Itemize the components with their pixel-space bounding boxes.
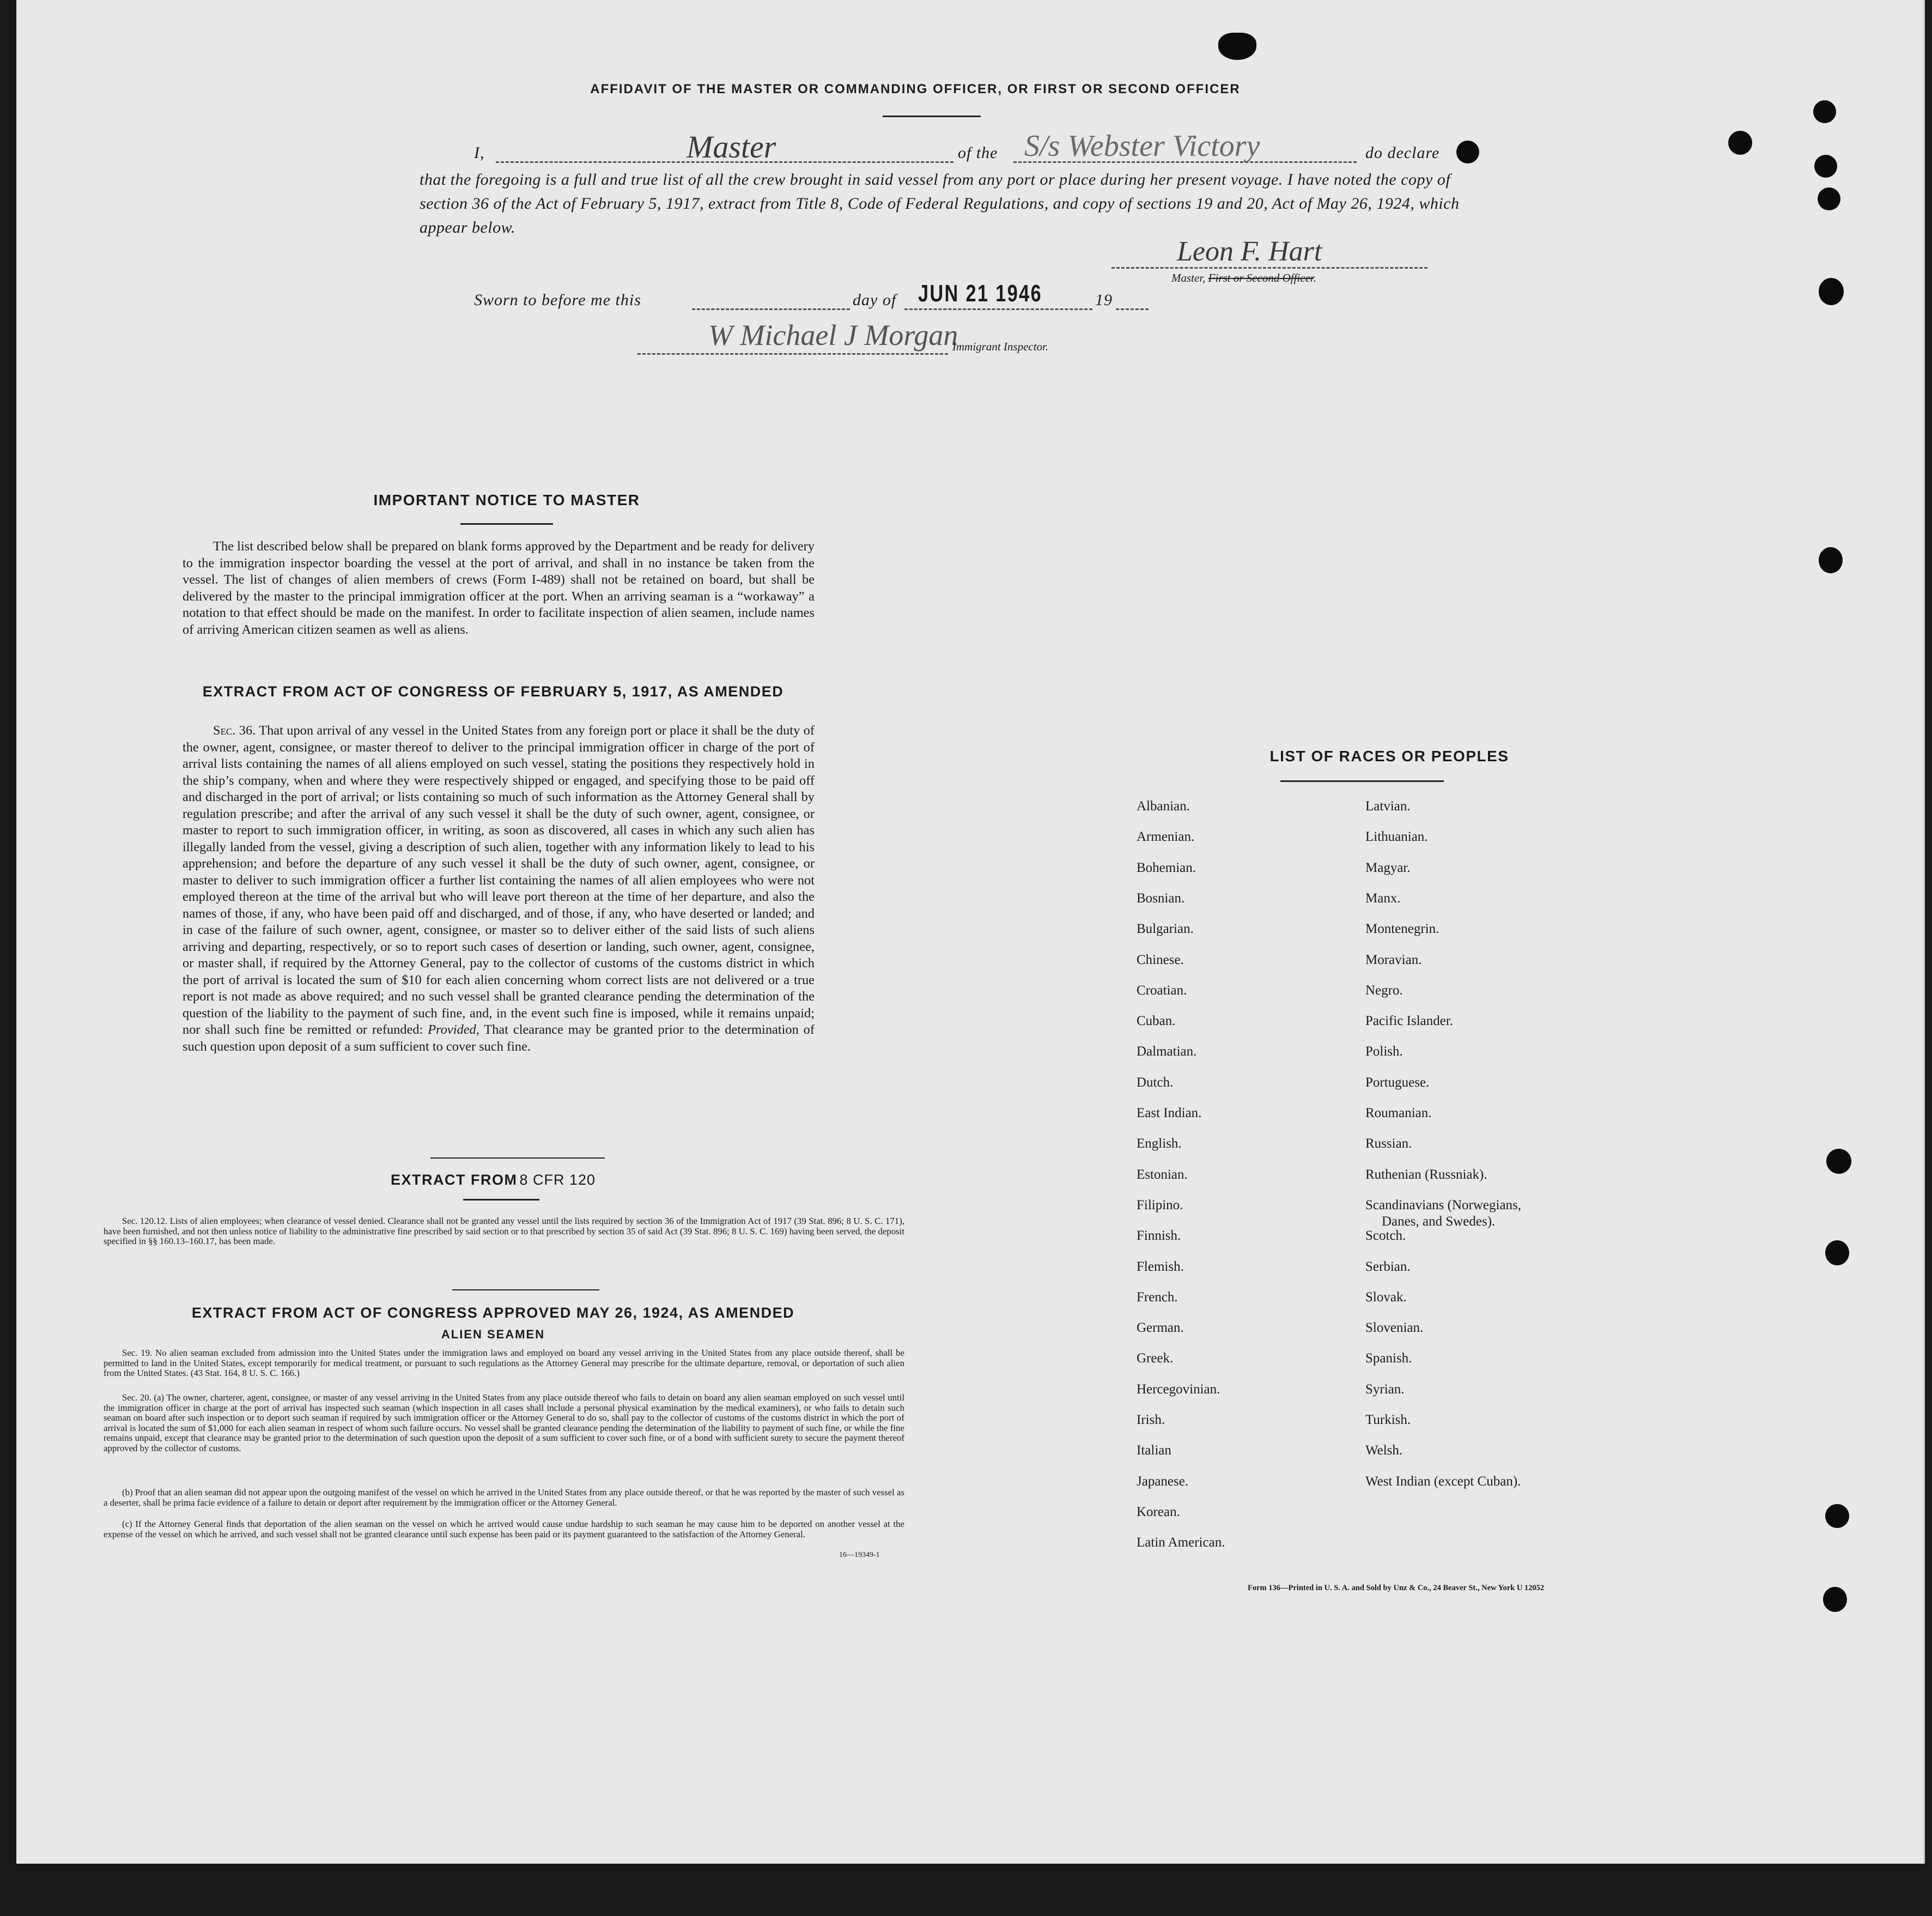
race-item: Irish.: [1137, 1412, 1165, 1427]
extract-1924-sec20c: (c) If the Attorney General finds that deportation of the alien seaman on the vessel on which he arrived would cause undue hardship to such seaman he may cause him to be deported on another vessel at the expense of the vessel on which he arrived, and such vessel shall not be granted clearance until such expense has been paid or its payment guaranteed to the satisfaction of the Attorney General.: [104, 1519, 904, 1539]
bleed-through: [561, 360, 812, 501]
punch-hole: [1819, 547, 1843, 573]
extract-1917-body: Sec. 36. That upon arrival of any vessel in the United States from any foreign port or place it shall be the duty of the owner, agent, consignee, or master thereof to deliver to the principal immigration officer in charge of the port of arrival lists containing the names of all aliens employed on such vessel, stating the positions they respectively hold in the ship’s company, when and where they were respectively shipped or engaged, and specifying those to be paid off and discharged in the port of arrival; or lists containing so much of such information as the Attorney General shall by regulation prescribe; and after the arrival of any such vessel it shall be the duty of such owner, agent, consignee, or master to report to such immigration officer, in writing, as soon as discovered, all cases in which any such alien has illegally landed from the vessel, giving a description of such alien, together with any information likely to lead to his apprehension; and before the departure of any such vessel it shall be the duty of such owner, agent, consignee, or master to deliver to such immigration officer a further list containing the names of all alien employees who were not employed thereon at the time of the arrival but who will leave port thereon at the time of her departure, and also the names of those, if any, who have been paid off and discharged, and of those, if any, who have deserted or landed; and in case of the failure of such owner, agent, consignee, or master so to deliver either of the said lists of such aliens arriving and departing, respectively, or so to report such cases of desertion or landing, such owner, agent, consignee, or master shall, if required by the Attorney General, pay to the collector of customs of the customs district in which the port of arrival is located the sum of $10 for each alien concerning whom correct lists are not delivered or a true report is not made as above required; and no such vessel shall be granted clearance pending the determination of the question of the liability to the payment of such fine, and, in the event such fine is imposed, while it remains unpaid; nor shall such fine be remitted or refunded: Provided, That clearance may be granted prior to the determination of such question upon deposit of a sum sufficient to cover such fine.: [183, 723, 815, 1054]
race-item: Estonian.: [1137, 1167, 1188, 1182]
race-item: Chinese.: [1137, 952, 1184, 967]
affidavit-do-declare: do declare: [1365, 144, 1440, 162]
race-item: Slovenian.: [1365, 1320, 1424, 1336]
punch-hole: [1825, 1504, 1849, 1528]
race-item: Hercegovinian.: [1137, 1381, 1220, 1397]
punch-hole: [1813, 100, 1836, 123]
form-code: 16—19349-1: [839, 1551, 880, 1559]
race-item: Cuban.: [1137, 1014, 1176, 1029]
race-item: East Indian.: [1137, 1106, 1202, 1120]
race-item: Greek.: [1137, 1351, 1174, 1366]
race-item: Negro.: [1365, 983, 1403, 998]
race-item: Scotch.: [1365, 1228, 1406, 1244]
extract-1924-sec20b: (b) Proof that an alien seaman did not appear upon the outgoing manifest of the vessel on which he arrived in the United States from any place outside thereof, or that he was reported by the master of such vessel as a deserter, shall be prima facie evidence of a failure to detain or deport after requirement by the immigration officer or the Attorney General.: [104, 1487, 904, 1508]
race-item: Ruthenian (Russniak).: [1365, 1167, 1487, 1182]
inspector-caption: Immigrant Inspector.: [952, 340, 1049, 353]
race-item: Latin American.: [1137, 1535, 1225, 1550]
struck-officer-text: First or Second Officer: [1208, 271, 1314, 284]
inspector-signature: W Michael J Morgan: [708, 319, 958, 351]
title-divider: [883, 116, 981, 117]
races-title: LIST OF RACES OR PEOPLES: [1269, 748, 1509, 765]
form-page: [16, 0, 1925, 1864]
race-item: Spanish.: [1365, 1351, 1412, 1366]
race-item: Bohemian.: [1137, 860, 1196, 875]
race-item: Moravian.: [1365, 952, 1422, 967]
race-item: Finnish.: [1137, 1228, 1181, 1244]
race-item: Turkish.: [1365, 1412, 1411, 1427]
punch-hole: [1826, 1149, 1851, 1174]
race-item: Armenian.: [1137, 829, 1195, 845]
race-item: Dutch.: [1137, 1075, 1174, 1090]
race-item: Russian.: [1365, 1136, 1412, 1151]
punch-hole: [1823, 1587, 1847, 1612]
torn-edge: [1218, 33, 1256, 60]
extract-1917-title: EXTRACT FROM ACT OF CONGRESS OF FEBRUARY 5, 1917, AS AMENDED: [202, 683, 784, 700]
race-item: Italian: [1137, 1443, 1171, 1458]
sworn-day-of: day of: [853, 291, 897, 309]
race-item: Manx.: [1365, 890, 1401, 906]
race-item: Portuguese.: [1365, 1075, 1430, 1090]
affidavit-of-the: of the: [958, 144, 998, 162]
extract-1924-sec20a: Sec. 20. (a) The owner, charterer, agent, consignee, or master of any vessel arriving in the United States from any place outside thereof who fails to detain on board any alien seaman employed on such vessel until the immigration officer in charge at the port of arrival has inspected such seaman (which inspection in all cases shall include a personal physical examination by the medical examiners), or who fails to detain such seaman on board after such inspection or to deport such seaman if required by such immigration officer or the Attorney General to do so, shall pay to the collector of customs of the customs district in which the port of arrival is located the sum of $1,000 for each alien seaman in respect of whom such failure occurs. No vessel shall be granted clearance pending the determination of the liability to payment of such fine, or while the fine remains unpaid, except that clearance may be granted prior to the determination of such question upon the deposit of a sum sufficient to cover such fine, or of a bond with sufficient surety to secure the payment thereof approved by the collector of customs.: [104, 1392, 904, 1453]
master-caption: Master, First or Second Officer.: [1171, 271, 1316, 284]
sworn-year: 19: [1095, 291, 1113, 309]
race-item: Latvian.: [1365, 799, 1411, 814]
race-item: Bulgarian.: [1137, 921, 1194, 937]
affidavit-body: that the foregoing is a full and true list of all the crew brought in said vessel from any port or place during her present voyage. I have noted the copy of section 36 of the Act of February 5, 1917, extract from Title 8, Code of Federal Regulations, and copy of sections 19 and 20, Act of May 26, 1924, which appear below.: [420, 171, 1460, 237]
punch-hole: [1819, 278, 1844, 305]
race-item: Welsh.: [1365, 1443, 1403, 1458]
form-footer: Form 136—Printed in U. S. A. and Sold by Unz & Co., 24 Beaver St., New York U 12052: [1248, 1584, 1545, 1592]
notice-title: IMPORTANT NOTICE TO MASTER: [373, 492, 640, 508]
race-item: Montenegrin.: [1365, 921, 1439, 937]
punch-hole: [1814, 155, 1837, 178]
race-item: Croatian.: [1137, 983, 1187, 998]
race-item: Filipino.: [1137, 1197, 1183, 1212]
race-item: Albanian.: [1137, 799, 1190, 814]
notice-body: The list described below shall be prepared on blank forms approved by the Department and be ready for delivery to the immigration inspector boarding the vessel at the port of arrival, and shall in no instance be taken from the vessel. The list of changes of alien members of crews (Form I-489) shall not be retained on board, but shall be delivered by the master to the principal immigration officer at the port. When an arriving seaman is a “workaway” a notation to that effect should be made on the manifest. In order to facilitate inspection of alien seamen, include names of arriving American citizen seamen as well as aliens.: [183, 539, 815, 637]
master-name-handwritten: Master: [686, 129, 776, 165]
punch-hole: [1825, 1240, 1849, 1265]
race-item: Lithuanian.: [1365, 829, 1428, 845]
race-item: Roumanian.: [1365, 1106, 1432, 1120]
master-signature: Leon F. Hart: [1177, 236, 1322, 267]
race-item: Japanese.: [1137, 1474, 1189, 1489]
race-item: Serbian.: [1365, 1259, 1411, 1274]
race-item: Korean.: [1137, 1504, 1180, 1519]
race-item: Pacific Islander.: [1365, 1014, 1454, 1029]
race-item: Magyar.: [1365, 860, 1411, 875]
race-item: Polish.: [1365, 1044, 1403, 1059]
vessel-name-handwritten: S/s Webster Victory: [1024, 129, 1260, 163]
punch-hole: [1456, 141, 1479, 163]
race-item: Slovak.: [1365, 1289, 1407, 1305]
punch-hole: [1728, 131, 1752, 155]
sworn-label: Sworn to before me this: [474, 291, 641, 309]
race-item: Bosnian.: [1137, 890, 1185, 906]
affidavit-title: AFFIDAVIT OF THE MASTER OR COMMANDING OFFICER, OR FIRST OR SECOND OFFICER: [590, 82, 1241, 96]
race-item: Dalmatian.: [1137, 1044, 1197, 1059]
race-item: West Indian (except Cuban).: [1365, 1474, 1521, 1489]
affidavit-i: I,: [474, 144, 485, 162]
race-item: Flemish.: [1137, 1259, 1184, 1274]
date-stamp: JUN 21 1946: [918, 280, 1042, 307]
race-item: German.: [1137, 1320, 1184, 1336]
race-item: Syrian.: [1365, 1381, 1405, 1397]
extract-1924-sec19: Sec. 19. No alien seaman excluded from admission into the United States under the immigration laws and employed on board any vessel arriving in the United States from any place outside thereof, shall be permitted to land in the United States, except temporarily for medical treatment, or pursuant to such regulations as the Attorney General may prescribe for the ultimate departure, removal, or deportation of such alien from the United States. (43 Stat. 164, 8 U. S. C. 166.): [104, 1348, 904, 1378]
race-item: Danes, and Swedes).: [1382, 1214, 1496, 1229]
extract-1924-subtitle: ALIEN SEAMEN: [441, 1327, 545, 1341]
punch-hole: [1818, 187, 1840, 210]
extract-cfr-title: EXTRACT FROM 8 CFR 120: [390, 1172, 596, 1188]
race-item: English.: [1137, 1136, 1182, 1151]
extract-1924-title: EXTRACT FROM ACT OF CONGRESS APPROVED MAY 26, 1924, AS AMENDED: [191, 1305, 795, 1321]
race-item: French.: [1137, 1289, 1178, 1305]
extract-cfr-body: Sec. 120.12. Lists of alien employees; when clearance of vessel denied. Clearance shall not be granted any vessel until the lists required by section 36 of the Immigration Act of 1917 (39 Stat. 896; 8 U. S. C. 171), have been furnished, and not then unless notice of liability to the administrative fine prescribed by said section or to that prescribed by section 35 of said Act (39 Stat. 896; 8 U. S. C. 169) having been served, the deposit specified in §§ 160.13–160.17, has been made.: [104, 1216, 904, 1246]
race-item: Scandinavians (Norwegians,: [1365, 1197, 1522, 1212]
